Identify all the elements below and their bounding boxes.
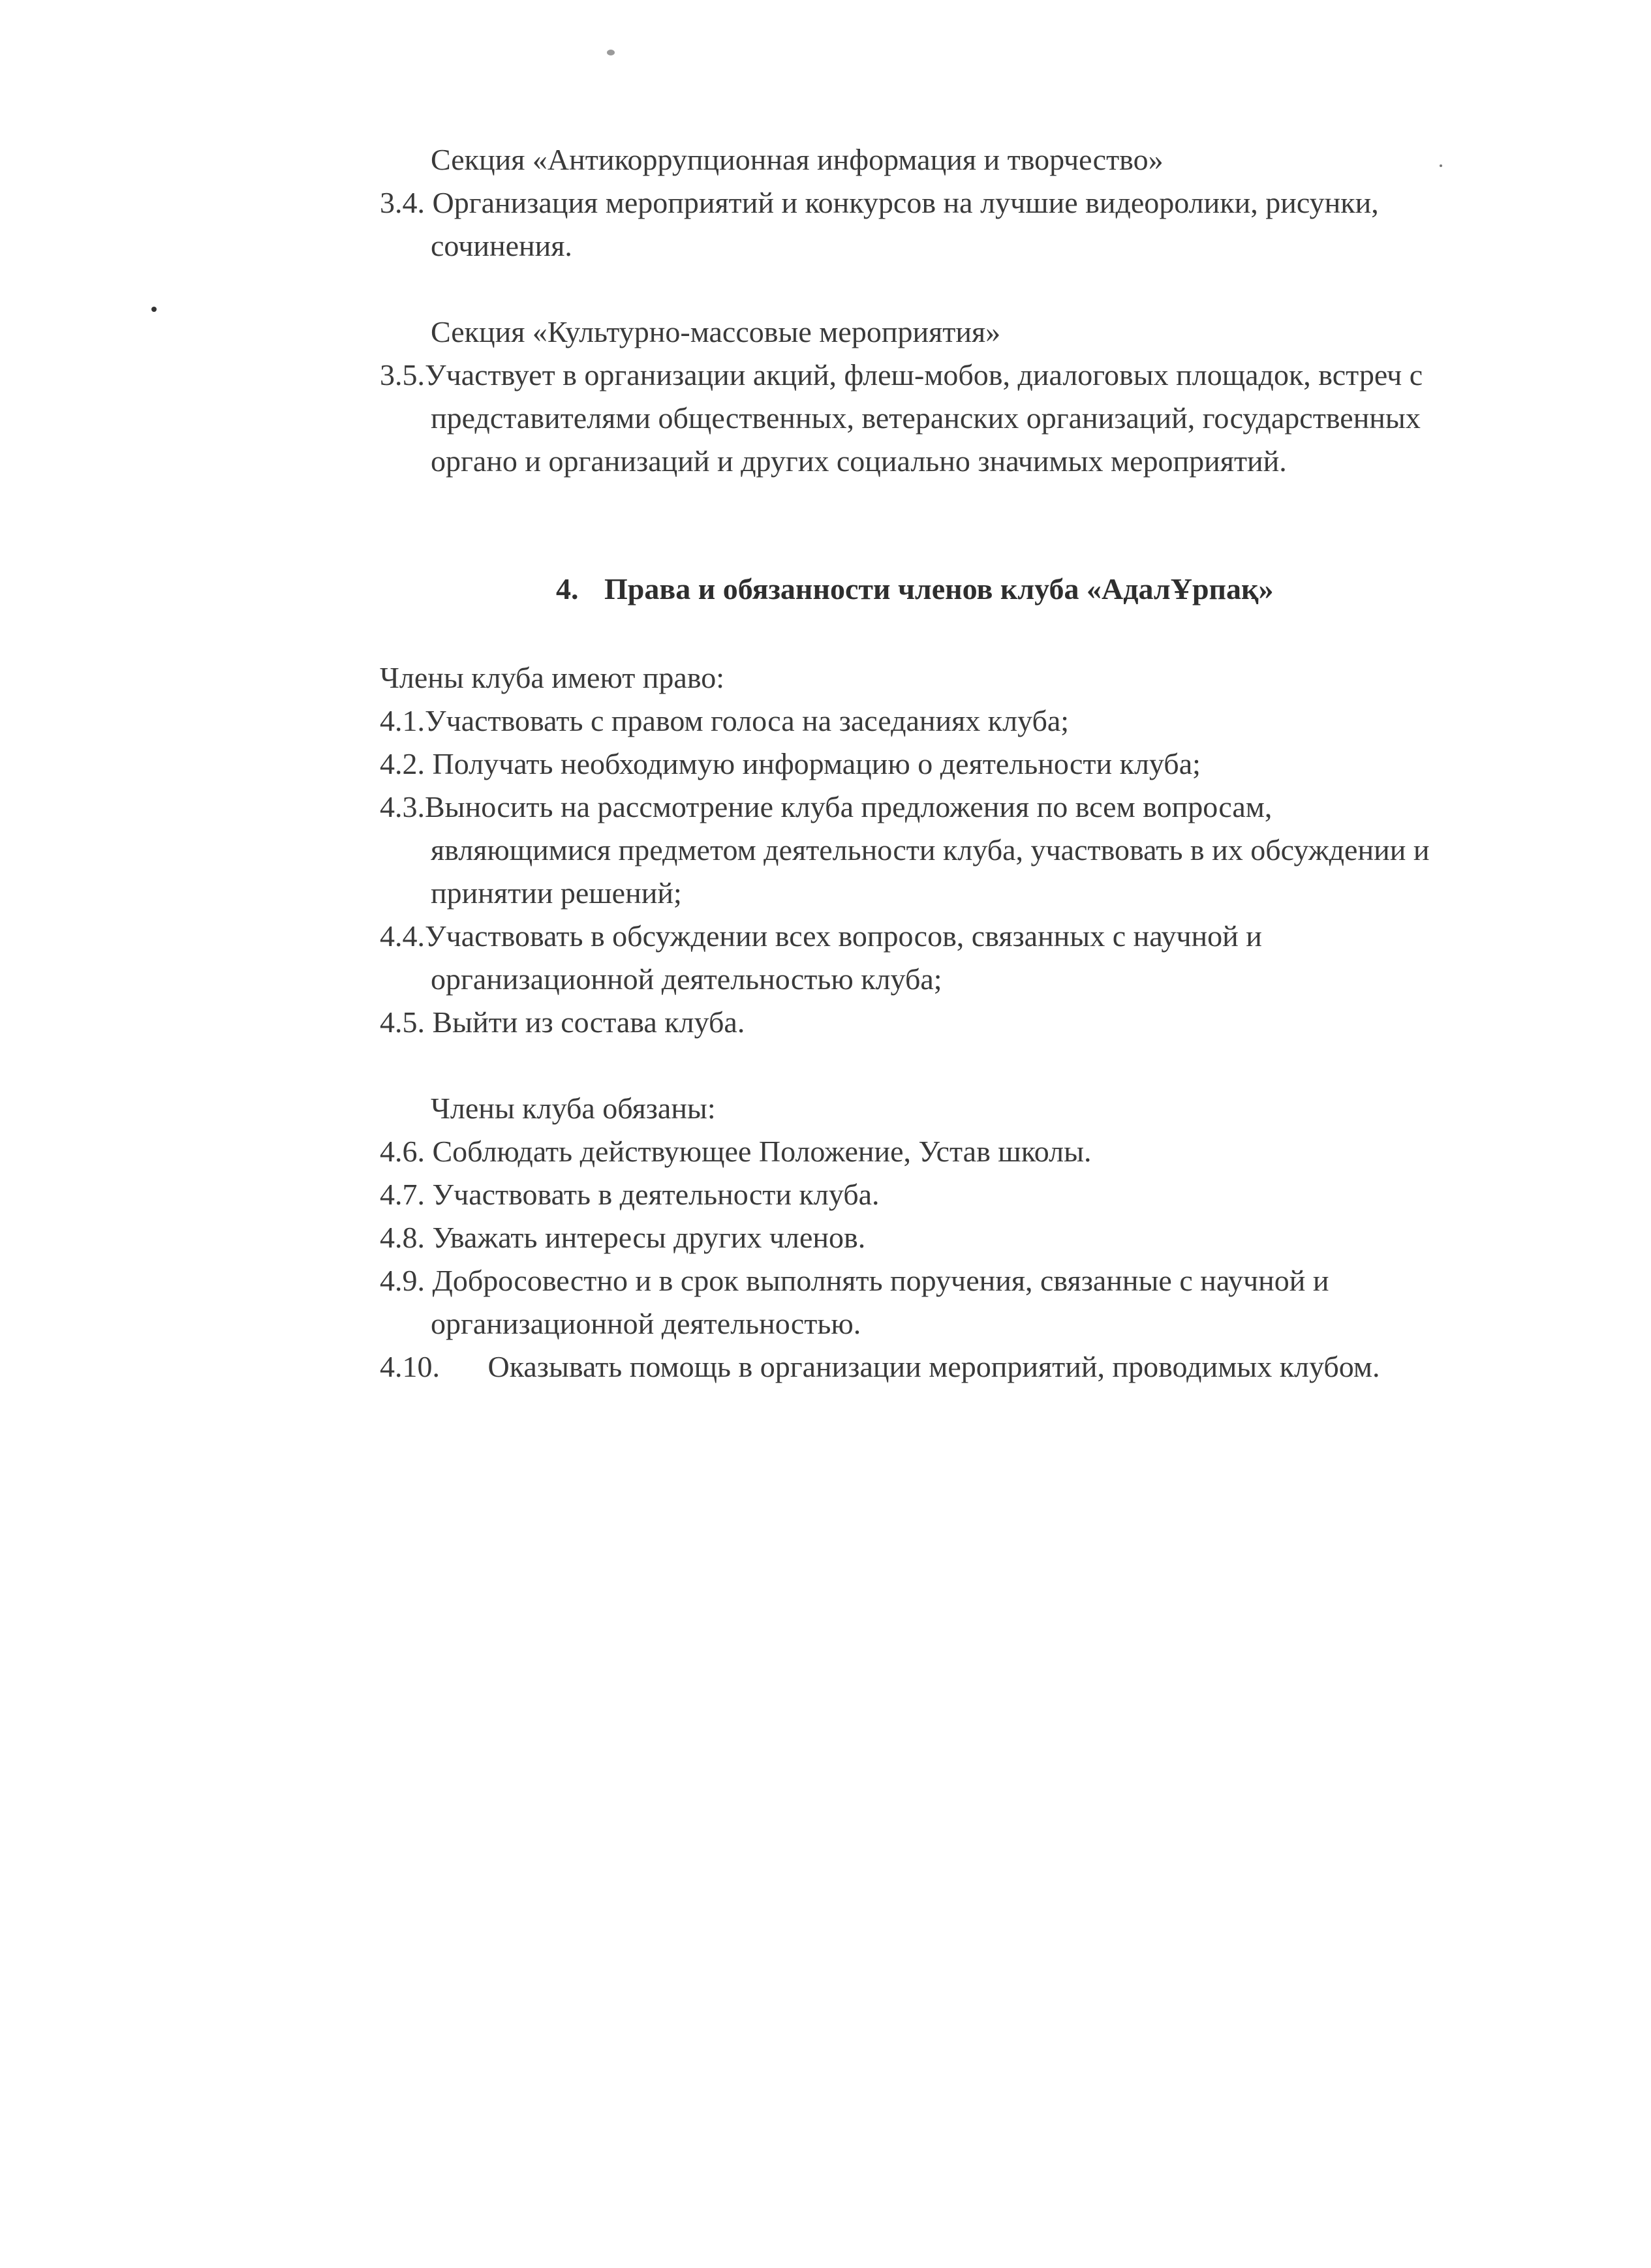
right-4-3-line-3: принятии решений; — [431, 876, 682, 910]
item-text: Оказывать помощь в организации мероприятий, проводимых клубом. — [487, 1350, 1380, 1383]
duty-4-7 — [380, 1173, 880, 1216]
item-number: 4.3. — [380, 790, 425, 823]
item-number: 4.1. — [380, 704, 425, 737]
item-text: Соблюдать действующее Положение, Устав школы. — [432, 1135, 1092, 1168]
anti-corruption-section-title: Секция «Антикоррупционная информация и творчество» — [431, 143, 1164, 176]
duty-4-9-line-2: организационной деятельностью. — [431, 1307, 861, 1340]
item-3-4-line-2: сочинения. — [431, 229, 572, 262]
item-number: 4.4. — [380, 919, 425, 953]
right-4-3-line-1 — [380, 786, 1272, 829]
item-text: Участвовать с правом голоса на заседаниях клуба; — [425, 704, 1070, 737]
item-number: 4.6. — [380, 1135, 425, 1168]
item-text: Участвовать в обсуждении всех вопросов, связанных с научной и — [425, 919, 1262, 953]
item-3-5-line-2: представителями общественных, ветеранских организаций, государственных — [431, 401, 1421, 435]
right-4-1 — [380, 699, 1069, 743]
item-text: Получать необходимую информацию о деятельности клуба; — [432, 747, 1201, 780]
item-number: 3.5. — [380, 358, 425, 391]
item-3-5-line-1 — [380, 354, 1423, 397]
item-text: Участвовать в деятельности клуба. — [432, 1178, 880, 1211]
duty-4-9-line-1 — [380, 1259, 1329, 1302]
duty-4-8 — [380, 1216, 865, 1259]
item-number: 4.5. — [380, 1005, 425, 1039]
item-number: 3.4. — [380, 186, 425, 219]
right-4-2 — [380, 743, 1201, 786]
item-text: Уважать интересы других членов. — [432, 1221, 866, 1254]
rights-intro: Члены клуба имеют право: — [380, 661, 725, 694]
section-4-heading — [556, 568, 1274, 611]
item-number: 4.2. — [380, 747, 425, 780]
item-3-5-line-3: органо и организаций и других социально значимых мероприятий. — [431, 444, 1287, 478]
right-4-5 — [380, 1001, 745, 1044]
right-4-4-line-2: организационной деятельностью клуба; — [431, 962, 942, 996]
right-4-3-line-2: являющимися предметом деятельности клуба, участвовать в их обсуждении и — [431, 833, 1430, 866]
item-text: Организация мероприятий и конкурсов на лучшие видеоролики, рисунки, — [432, 186, 1379, 219]
heading-text: Права и обязанности членов клуба «АдалҰрпақ» — [604, 572, 1274, 605]
duties-intro: Члены клуба обязаны: — [431, 1092, 716, 1125]
scan-speck — [151, 307, 157, 312]
item-text: Выносить на рассмотрение клуба предложения по всем вопросам, — [425, 790, 1273, 823]
scan-speck — [1440, 164, 1442, 167]
duty-4-10 — [380, 1345, 1380, 1388]
heading-number: 4. — [556, 572, 579, 605]
duty-4-6 — [380, 1130, 1091, 1173]
item-number: 4.8. — [380, 1221, 425, 1254]
item-text: Добросовестно и в срок выполнять поручения, связанные с научной и — [432, 1264, 1329, 1297]
scan-speck — [607, 50, 615, 55]
right-4-4-line-1 — [380, 915, 1262, 958]
item-number: 4.9. — [380, 1264, 425, 1297]
item-3-4-line-1 — [380, 181, 1379, 224]
item-text: Выйти из состава клуба. — [432, 1005, 745, 1039]
item-number: 4.7. — [380, 1178, 425, 1211]
cultural-section-title: Секция «Культурно-массовые мероприятия» — [431, 315, 1001, 348]
item-number: 4.10. — [380, 1350, 440, 1383]
item-text: Участвует в организации акций, флеш-мобов, диалоговых площадок, встреч с — [425, 358, 1423, 391]
